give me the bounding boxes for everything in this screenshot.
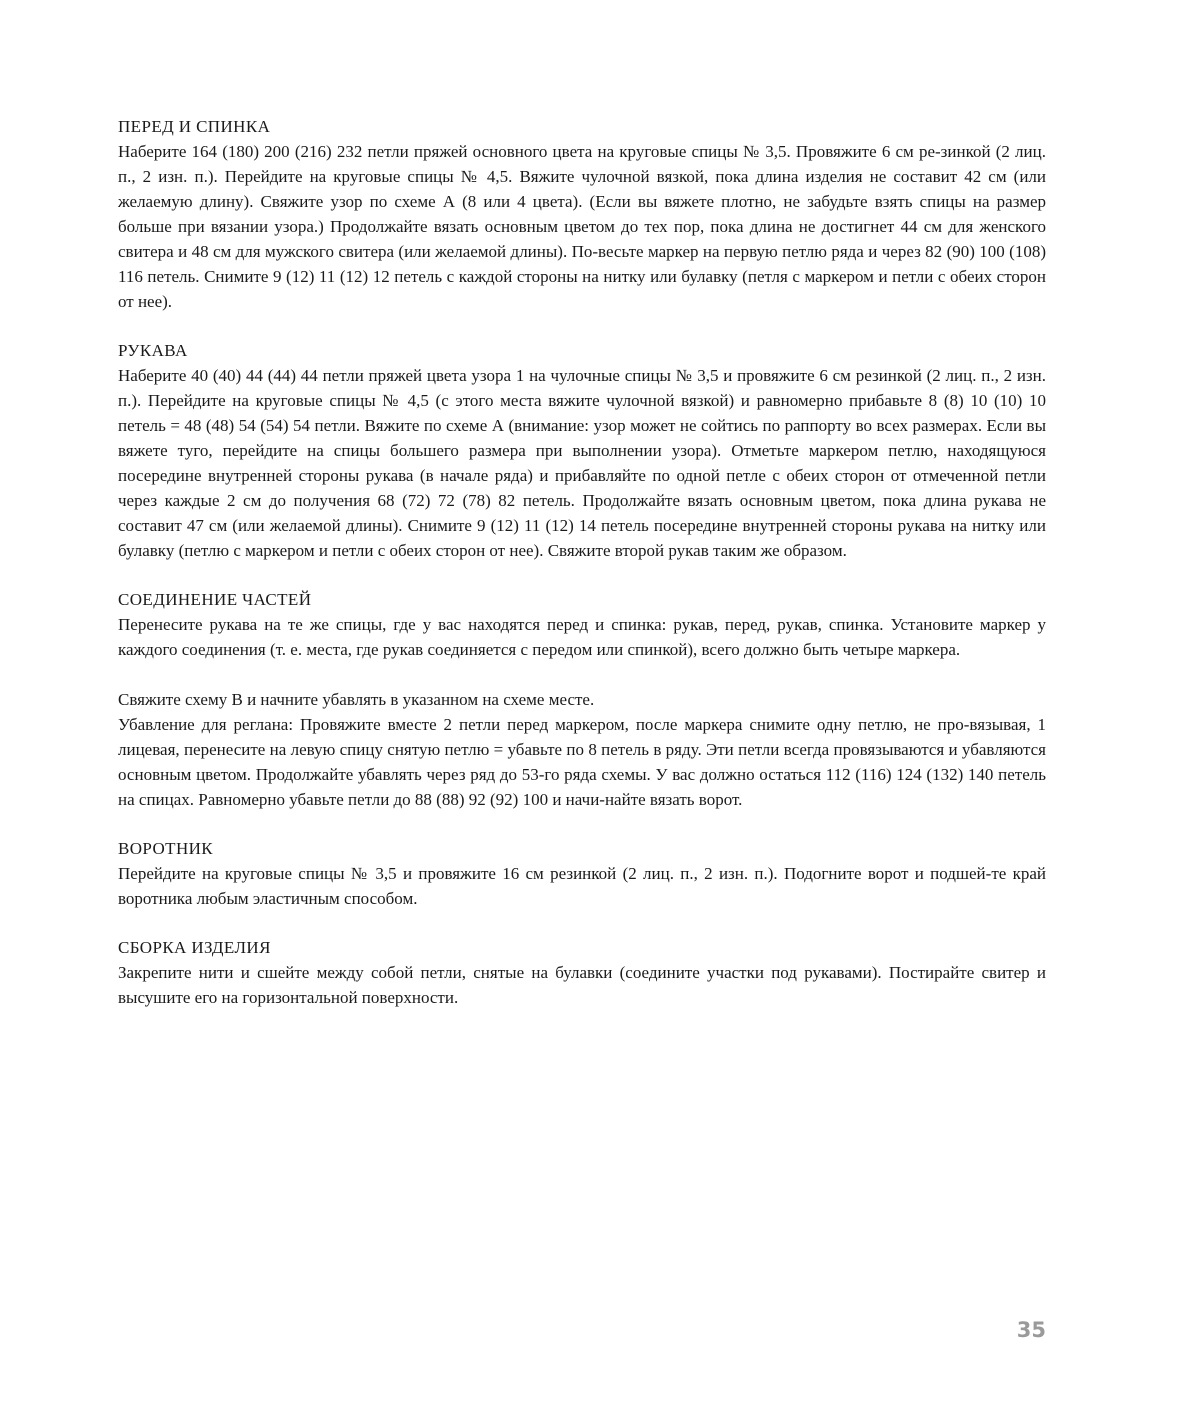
document-page xyxy=(118,114,1046,1034)
section-heading: СОЕДИНЕНИЕ ЧАСТЕЙ xyxy=(118,590,312,609)
section-paragraph: Свяжите схему В и начните убавлять в указанном на схеме месте. xyxy=(118,690,595,709)
section-joining-parts xyxy=(118,587,1046,812)
section-assembly xyxy=(118,935,1046,1010)
section-paragraph: Убавление для реглана: Провяжите вместе 2 петли перед маркером, после маркера снимите одну петлю, не про-вязывая, 1 лицевая, перенесите на левую спицу снятую петлю = убавьте по 8 петель в ряду. Эти петли всегда провязываются и убавляются основным цветом. Продолжайте убавлять через ряд до 53-го ряда схемы. У вас должно остаться 112 (116) 124 (132) 140 петель на спицах. Равномерно убавьте петли до 88 (88) 92 (92) 100 и начи-найте вязать ворот. xyxy=(118,715,1046,809)
section-paragraph: Перейдите на круговые спицы № 3,5 и провяжите 16 см резинкой (2 лиц. п., 2 изн. п.). Подогните ворот и подшей-те край воротника любым эластичным способом. xyxy=(118,864,1046,908)
section-heading: СБОРКА ИЗДЕЛИЯ xyxy=(118,938,271,957)
section-heading: ВОРОТНИК xyxy=(118,839,214,858)
section-heading: ПЕРЕД И СПИНКА xyxy=(118,117,271,136)
page-number: 35 xyxy=(1016,1318,1046,1342)
section-paragraph: Закрепите нити и сшейте между собой петли, снятые на булавки (соедините участки под рукавами). Постирайте свитер и высушите его на горизонтальной поверхности. xyxy=(118,963,1046,1007)
section-paragraph: Перенесите рукава на те же спицы, где у вас находятся перед и спинка: рукав, перед, рукав, спинка. Установите маркер у каждого соединения (т. е. места, где рукав соединяется с передом или спинкой), всего должно быть четыре маркера. xyxy=(118,615,1046,659)
section-paragraph: Наберите 40 (40) 44 (44) 44 петли пряжей цвета узора 1 на чулочные спицы № 3,5 и провяжите 6 см резинкой (2 лиц. п., 2 изн. п.). Перейдите на круговые спицы № 4,5 (с этого места вяжите чулочной вязкой) и равномерно прибавьте 8 (8) 10 (10) 10 петель = 48 (48) 54 (54) 54 петли. Вяжите по схеме А (внимание: узор может не сойтись по раппорту во всех размерах. Если вы вяжете туго, перейдите на спицы большего размера при выполнении узора). Отметьте маркером петлю, находящуюся посередине внутренней стороны рукава (в начале ряда) и прибавляйте по одной петле с обеих сторон от отмеченной петли через каждые 2 см до получения 68 (72) 72 (78) 82 петель. Продолжайте вязать основным цветом, пока длина рукава не составит 47 см (или желаемой длины). Снимите 9 (12) 11 (12) 14 петель посередине внутренней стороны рукава на нитку или булавку (петлю с маркером и петли с обеих сторон от нее). Свяжите второй рукав таким же образом. xyxy=(118,366,1046,560)
section-collar xyxy=(118,836,1046,911)
section-paragraph: Наберите 164 (180) 200 (216) 232 петли пряжей основного цвета на круговые спицы № 3,5. Провяжите 6 см ре-зинкой (2 лиц. п., 2 изн. п.). Перейдите на круговые спицы № 4,5. Вяжите чулочной вязкой, пока длина изделия не составит 42 см (или желаемую длину). Свяжите узор по схеме А (8 или 4 цвета). (Если вы вяжете плотно, не забудьте взять спицы на размер больше при вязании узора.) Продолжайте вязать основным цветом до тех пор, пока длина не достигнет 44 см для женского свитера и 48 см для мужского свитера (или желаемой длины). По-весьте маркер на первую петлю ряда и через 82 (90) 100 (108) 116 петель. Снимите 9 (12) 11 (12) 12 петель с каждой стороны на нитку или булавку (петля с маркером и петли с обеих сторон от нее). xyxy=(118,142,1046,311)
section-front-and-back xyxy=(118,114,1046,314)
section-sleeves xyxy=(118,338,1046,563)
section-heading: РУКАВА xyxy=(118,341,188,360)
